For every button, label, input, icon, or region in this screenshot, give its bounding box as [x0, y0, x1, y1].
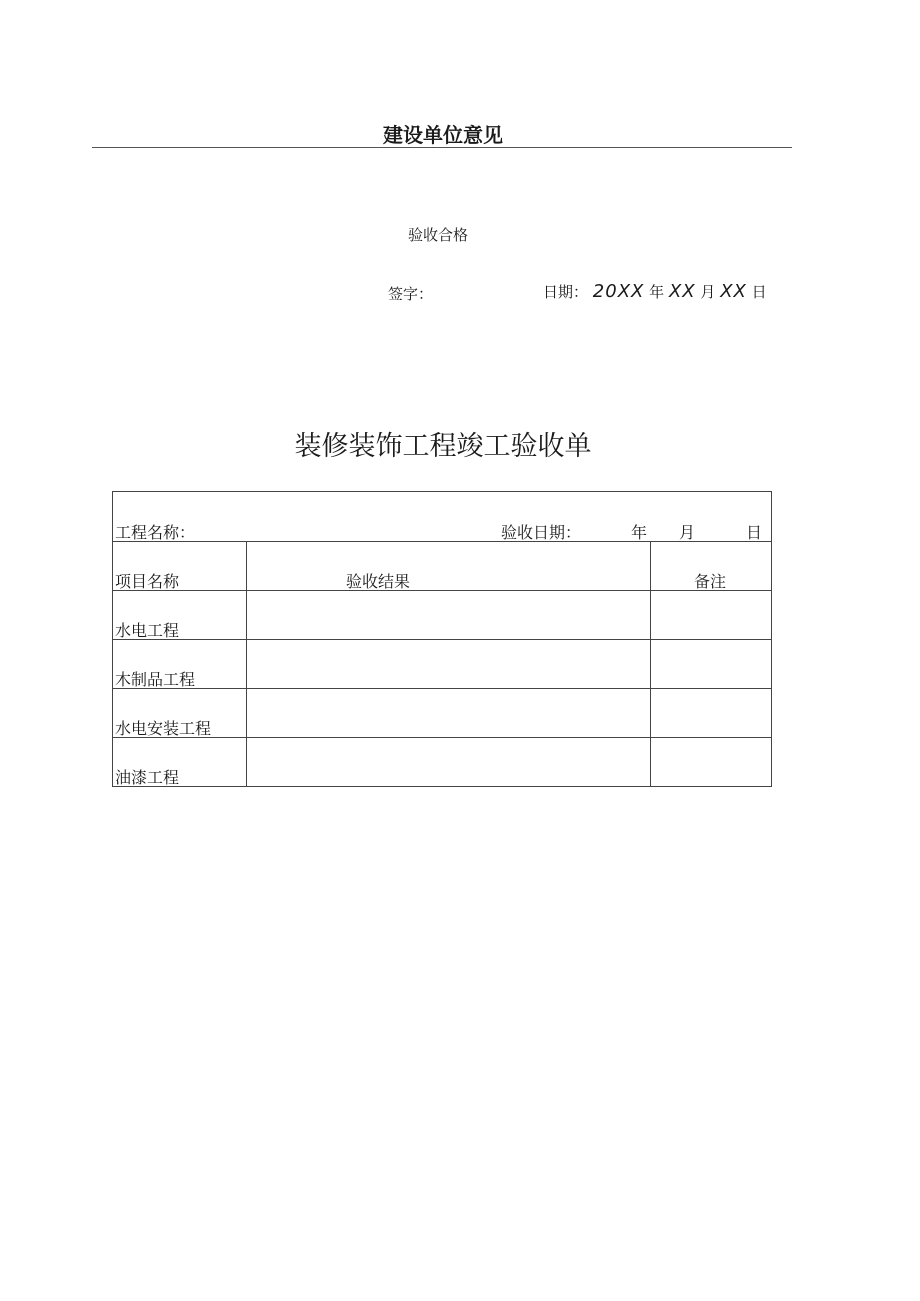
opinion-content: 验收合格: [408, 226, 469, 244]
column-header-result: 验收结果: [346, 572, 411, 591]
opinion-date: [543, 281, 767, 302]
acceptance-date-label: 验收日期：: [501, 523, 582, 542]
table-row-item: 水电安装工程: [115, 719, 212, 738]
table-column-rule: [650, 541, 651, 786]
section-divider: [92, 147, 792, 148]
table-row-item: 油漆工程: [115, 768, 180, 787]
signature-label: 签字：: [388, 285, 434, 303]
date-year: 20XX: [592, 281, 645, 302]
opinion-section-title: 建设单位意见: [383, 123, 503, 147]
column-header-remark: 备注: [694, 572, 727, 591]
project-name-label: 工程名称：: [115, 523, 196, 542]
table-column-rule: [246, 541, 247, 786]
day-unit: 日: [751, 283, 767, 301]
date-year-unit: 年: [631, 523, 648, 542]
table-rule: [113, 737, 771, 738]
date-day-unit: 日: [746, 523, 763, 542]
date-day: XX: [720, 281, 747, 302]
table-rule: [113, 541, 771, 542]
date-label: 日期：: [543, 283, 589, 301]
acceptance-table: [112, 491, 772, 787]
form-title: 装修装饰工程竣工验收单: [294, 431, 592, 462]
date-month: XX: [668, 281, 696, 302]
table-row-item: 水电工程: [115, 621, 180, 640]
year-unit: 年: [649, 283, 665, 301]
table-rule: [113, 590, 771, 591]
date-month-unit: 月: [679, 523, 696, 542]
table-row-item: 木制品工程: [115, 670, 196, 689]
table-rule: [113, 688, 771, 689]
month-unit: 月: [700, 283, 716, 301]
table-rule: [113, 639, 771, 640]
column-header-item: 项目名称: [115, 572, 180, 591]
